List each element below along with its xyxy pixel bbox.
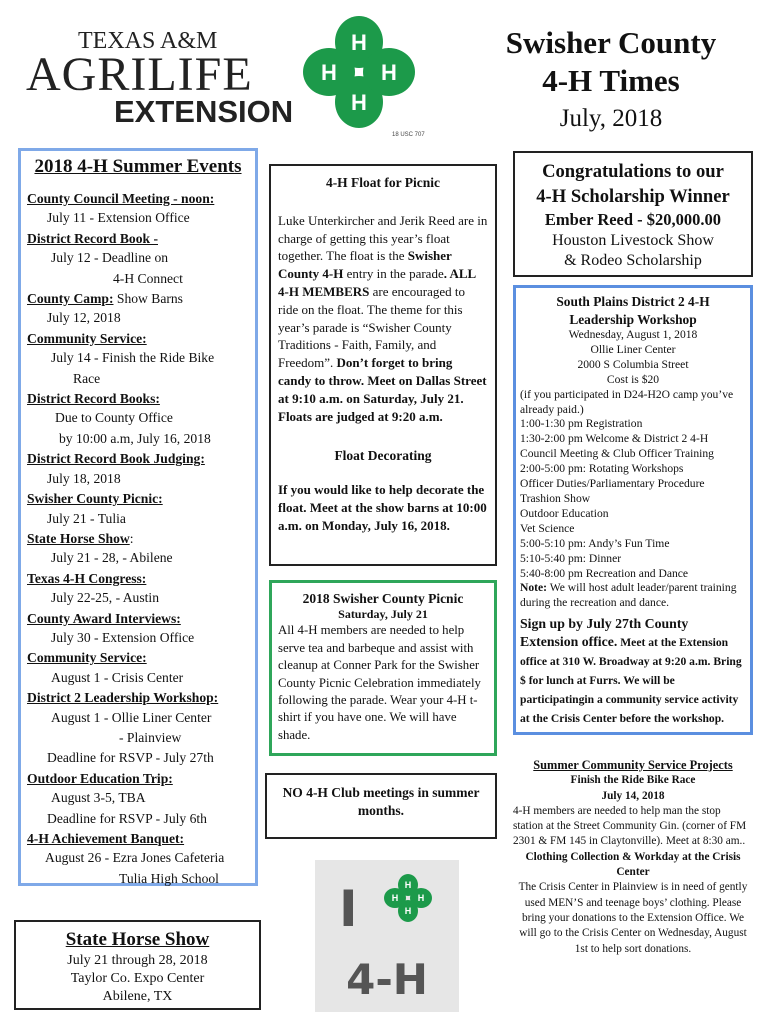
event-detail: August 1 - Crisis Center [51, 669, 184, 685]
event-heading-text: District 2 Leadership Workshop: [27, 690, 219, 706]
summer-events-list [27, 189, 249, 888]
svg-text:H: H [381, 60, 397, 85]
schedule-line: 1:30-2:00 pm Welcome & District 2 4-H Council Meeting & Club Officer Training [520, 432, 714, 461]
picnic-body: All 4-H members are needed to help serve tea and barbeque and assist with cleanup at Conner Park for the Swisher County Picnic Celebration immediately following the parade. Wear your 4-H t-shirt if you have one. We will have shade. [278, 623, 481, 742]
event-heading [27, 229, 249, 248]
event-heading [27, 329, 249, 348]
event-heading [27, 189, 249, 208]
service-p1-title: Finish the Ride Bike Race [570, 774, 696, 787]
event-detail: August 3-5, TBA [51, 790, 146, 806]
newsletter-title [470, 24, 752, 136]
event-detail: Deadline for RSVP - July 6th [47, 810, 207, 826]
event-item [27, 229, 249, 288]
svg-text:H: H [351, 90, 367, 115]
agrilife-extension-logo [26, 26, 294, 129]
event-item [27, 389, 249, 448]
event-item [27, 289, 249, 328]
scholarship-congrats-box [513, 151, 753, 277]
issue-date: July, 2018 [559, 105, 663, 132]
schedule-line: 1:00-1:30 pm Registration [520, 417, 643, 431]
workshop-place: Ollie Liner Center [590, 342, 676, 356]
logo-line3: EXTENSION [114, 94, 294, 129]
event-item [27, 769, 249, 828]
float-text-a: Luke Unterkircher and Jerik Reed are in charge of getting this year’s float together. The float is the [278, 212, 488, 264]
event-heading-text: State Horse Show [27, 530, 130, 546]
service-p2-body: The Crisis Center in Plainview is in need of gently used MEN’S and teenage boys’ clothing. Please bring your donations to the Extension Office. We will go to the Crisis Center on Wednesday, August 1st to help sort donations. [518, 881, 748, 955]
logo-line2: AGRILIFE [26, 48, 253, 101]
picnic-date: Saturday, July 21 [338, 607, 428, 622]
event-item [27, 569, 249, 608]
float-text-d: . ALL 4-H MEMBERS [278, 266, 476, 299]
i-love-4h-graphic [315, 860, 459, 1012]
event-heading [27, 389, 249, 408]
service-p2-title: Clothing Collection & Workday at the Crisis Center [525, 850, 741, 879]
schedule-line: 5:10-5:40 pm: Dinner [520, 551, 622, 565]
float-text-f: Don’t forget to bring candy to throw. Meet on Dallas Street at 9:10 a.m. on Saturday, July 21. Floats are judged at 9:20 a.m. [278, 355, 487, 424]
svg-text:H: H [321, 60, 337, 85]
horse-venue: Taylor Co. Expo Center [70, 971, 205, 986]
schedule-line: Officer Duties/Parliamentary Procedure [520, 477, 705, 491]
event-detail: July 12 - Deadline on [51, 250, 169, 266]
event-detail: July 11 - Extension Office [47, 210, 190, 226]
event-item [27, 529, 249, 568]
county-picnic-box [269, 580, 497, 756]
schedule-line: 5:40-8:00 pm Recreation and Dance [520, 566, 689, 580]
float-paragraph [278, 212, 488, 426]
event-detail: July 22-25, - Austin [51, 590, 159, 606]
event-heading [27, 609, 249, 628]
event-heading-inline: : [129, 530, 134, 546]
float-decorating-title: Float Decorating [334, 448, 432, 464]
event-detail: - Plainview [119, 729, 182, 745]
event-heading-text: District Record Book Judging: [27, 451, 205, 467]
float-text-b: Swisher County 4-H [278, 248, 452, 282]
event-heading-text: Swisher County Picnic: [27, 491, 163, 507]
i-letter: I [339, 880, 358, 938]
no-meetings-notice [265, 773, 497, 839]
event-heading-text: Texas 4-H Congress: [27, 570, 147, 586]
title-line1: Swisher County [505, 25, 717, 60]
workshop-date: Wednesday, August 1, 2018 [568, 328, 698, 341]
event-detail: Deadline for RSVP - July 27th [47, 750, 214, 766]
event-heading-text: County Council Meeting - noon: [27, 191, 215, 206]
no-meetings-text: NO 4-H Club meetings in summer months. [282, 785, 480, 818]
event-detail: by 10:00 a.m, July 16, 2018 [59, 430, 211, 446]
workshop-signup [520, 615, 746, 728]
four-h-clover-icon [300, 14, 425, 138]
event-detail: Due to County Office [55, 410, 173, 426]
schedule-line: 2:00-5:00 pm: Rotating Workshops [520, 462, 684, 476]
event-heading [27, 569, 249, 588]
workshop-schedule [520, 388, 746, 582]
event-item [27, 688, 249, 768]
schedule-line: Vet Science [520, 521, 575, 535]
event-item [27, 329, 249, 388]
float-title: 4-H Float for Picnic [325, 175, 441, 190]
event-heading-text: Community Service: [27, 330, 147, 346]
svg-text:H: H [404, 906, 412, 916]
note-label: Note: [520, 581, 548, 595]
service-p1-body: 4-H members are needed to help man the stop station at the Street Community Gin. (corner of FM 2301 & FM 145 in Claytonville). Meet at 8:30 am.. [513, 804, 747, 848]
event-heading [27, 688, 249, 707]
event-heading [27, 289, 249, 308]
summer-events-title: 2018 4-H Summer Events [34, 156, 242, 177]
event-detail: July 12, 2018 [47, 310, 121, 326]
winner-name: Ember Reed - $20,000.00 [544, 210, 722, 229]
sponsor-line1: Houston Livestock Show [552, 232, 714, 249]
event-detail: July 30 - Extension Office [51, 629, 195, 645]
event-heading [27, 769, 249, 788]
event-heading-text: Community Service: [27, 650, 147, 666]
congrats-line2: 4-H Scholarship Winner [536, 186, 730, 207]
workshop-cost: Cost is $20 [606, 372, 660, 386]
float-for-picnic-box [269, 164, 497, 566]
float-text-c: entry in the parade [343, 266, 444, 282]
event-detail: July 21 - 28, - Abilene [51, 550, 173, 566]
svg-text:H: H [417, 893, 425, 903]
summer-events-box [18, 148, 258, 886]
event-detail: August 1 - Ollie Liner Center [51, 709, 212, 725]
event-item [27, 489, 249, 528]
event-item [27, 189, 249, 228]
horse-city: Abilene, TX [102, 989, 173, 1004]
signup-big: Sign up by July 27th County Extension office. [520, 616, 689, 650]
leadership-workshop-box [513, 285, 753, 735]
schedule-line: 5:00-5:10 pm: Andy’s Fun Time [520, 536, 670, 550]
event-heading-text: 4-H Achievement Banquet: [27, 831, 185, 846]
congrats-line1: Congratulations to our [542, 161, 724, 182]
logo-line1: TEXAS A&M [78, 28, 218, 54]
clover-caption: 18 USC 707 [392, 132, 425, 138]
event-heading [27, 489, 249, 508]
workshop-address: 2000 S Columbia Street [577, 357, 689, 371]
schedule-line: Trashion Show [520, 491, 591, 505]
float-text-e: are encouraged to ride on the float. The theme for this year’s parade is “Swisher County Traditions - Faith, Family, and Freedom”. [278, 283, 466, 371]
event-heading-text: County Award Interviews: [27, 610, 181, 626]
service-title: Summer Community Service Projects [533, 758, 733, 772]
event-item [27, 449, 249, 488]
event-detail: July 14 - Finish the Ride Bike [51, 350, 215, 366]
signup-small: Meet at the Extension office at 310 W. Broadway at 9:20 a.m. Bring $ for lunch at Furrs. We will be participatingin a community service activity at the Crisis Center before the workshop. [520, 636, 742, 726]
service-p1-date: July 14, 2018 [601, 789, 665, 802]
event-item [27, 609, 249, 648]
event-heading-text: County Camp: [27, 291, 114, 307]
agrilife-logo-graphic [26, 26, 294, 129]
event-heading [27, 529, 249, 548]
workshop-title1: South Plains District 2 4-H [556, 294, 710, 309]
horse-dates: July 21 through 28, 2018 [67, 953, 208, 968]
workshop-note [520, 581, 746, 611]
svg-text:H: H [404, 880, 412, 890]
svg-text:H: H [351, 30, 367, 55]
event-detail: 4-H Connect [113, 270, 183, 286]
event-heading [27, 648, 249, 667]
event-detail: August 26 - Ezra Jones Cafeteria [45, 850, 225, 866]
four-h-text: 4-H [346, 955, 428, 1004]
float-decorating-text: If you would like to help decorate the float. Meet at the show barns at 10:00 a.m. on Monday, July 16, 2018. [278, 482, 487, 533]
horse-title: State Horse Show [65, 929, 210, 950]
event-detail: Tulia High School [119, 870, 219, 886]
title-line2: 4-H Times [542, 63, 680, 98]
event-detail: July 21 - Tulia [47, 510, 126, 526]
clover-heart-icon [384, 874, 432, 922]
schedule-line: Outdoor Education [520, 506, 609, 520]
schedule-line: (if you participated in D24-H2O camp you’ve already paid.) [520, 387, 734, 416]
event-detail: July 18, 2018 [47, 470, 121, 486]
note-text: We will host adult leader/parent training during the recreation and dance. [520, 581, 737, 610]
workshop-title2: Leadership Workshop [569, 311, 697, 327]
event-item [27, 829, 249, 888]
state-horse-show-box [14, 920, 261, 1010]
event-heading [27, 829, 249, 848]
event-heading-inline: Show Barns [113, 291, 183, 307]
event-heading-text: District Record Books: [27, 391, 160, 407]
event-detail: Race [73, 370, 101, 386]
event-heading [27, 449, 249, 468]
sponsor-line2: & Rodeo Scholarship [564, 252, 702, 269]
event-heading-text: District Record Book - [27, 230, 158, 246]
community-service-section [513, 758, 753, 957]
event-heading-text: Outdoor Education Trip: [27, 770, 173, 786]
picnic-title: 2018 Swisher County Picnic [302, 591, 464, 606]
svg-text:H: H [391, 893, 399, 903]
event-item [27, 648, 249, 687]
